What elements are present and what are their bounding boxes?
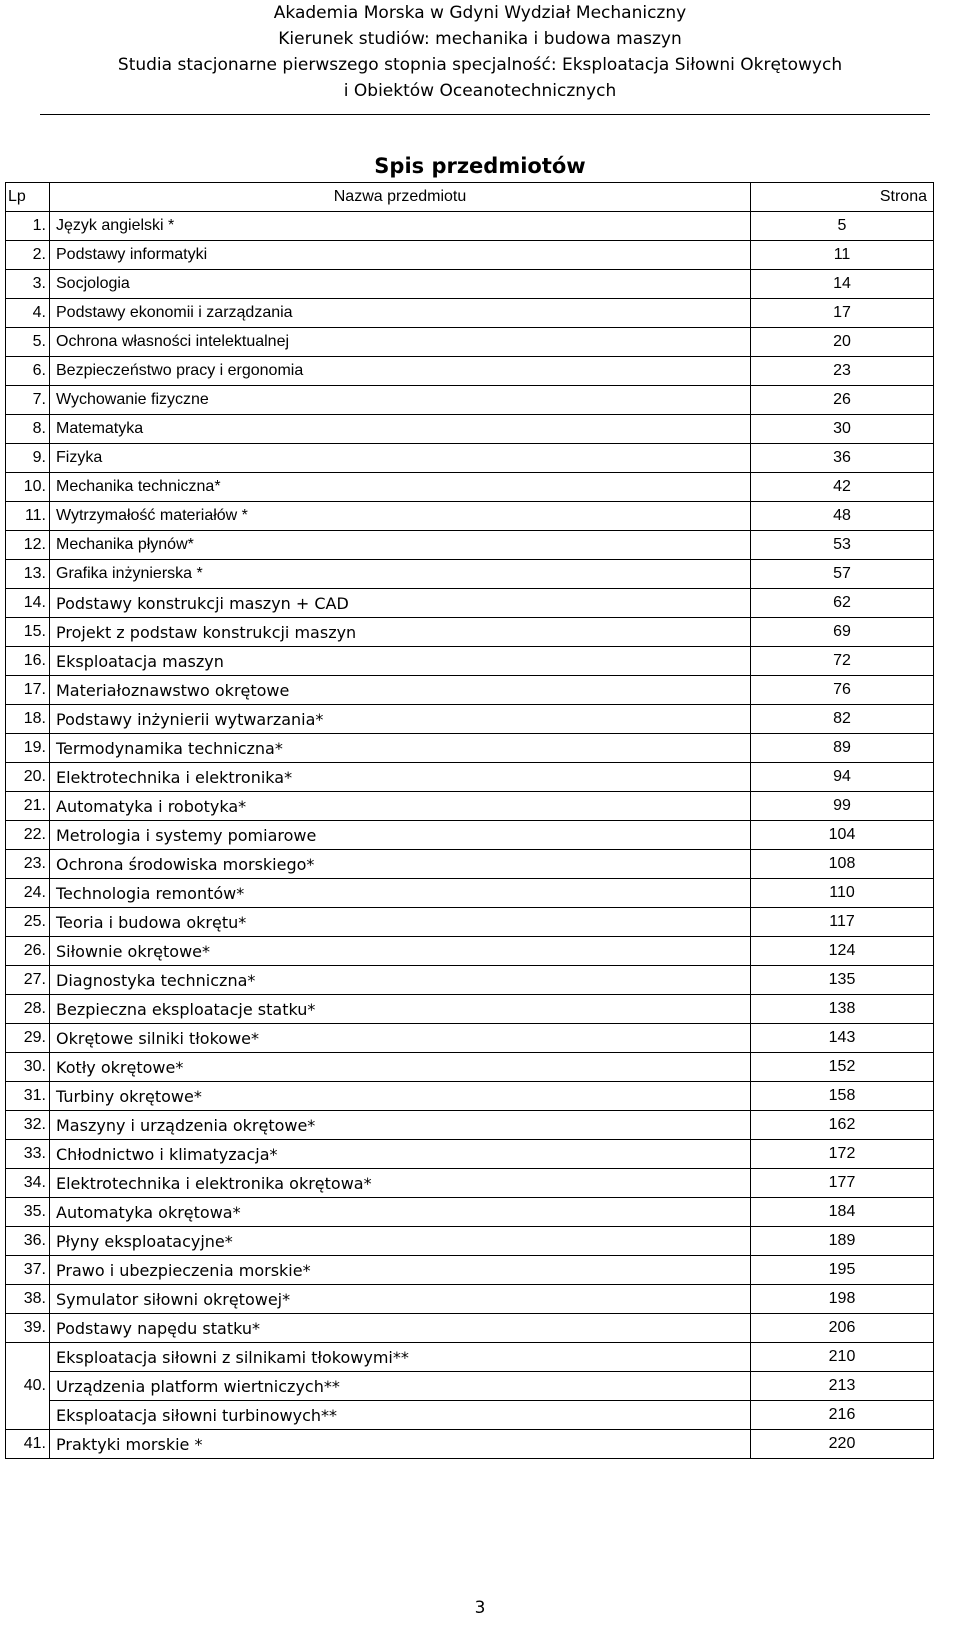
- page-ref: 30: [751, 415, 934, 444]
- column-header-lp: Lp: [6, 183, 50, 212]
- row-number: 34.: [6, 1169, 50, 1198]
- table-row: [6, 560, 934, 589]
- toc-title: Spis przedmiotów: [374, 154, 586, 178]
- subject-name: Bezpieczna eksploatacje statku*: [50, 995, 751, 1024]
- page-ref: 82: [751, 705, 934, 734]
- page-ref: 104: [751, 821, 934, 850]
- row-number: 14.: [6, 589, 50, 618]
- table-row: [6, 1024, 934, 1053]
- row-number: 35.: [6, 1198, 50, 1227]
- page-ref: 57: [751, 560, 934, 589]
- subject-name: Maszyny i urządzenia okrętowe*: [50, 1111, 751, 1140]
- subject-name: Elektrotechnika i elektronika okrętowa*: [50, 1169, 751, 1198]
- table-row: [6, 1169, 934, 1198]
- column-header-name: Nazwa przedmiotu: [50, 183, 751, 212]
- row-number: 37.: [6, 1256, 50, 1285]
- table-row: [6, 763, 934, 792]
- table-row: [6, 415, 934, 444]
- table-row: [6, 1227, 934, 1256]
- subject-name: Matematyka: [50, 415, 751, 444]
- table-row: [6, 1053, 934, 1082]
- row-number: 22.: [6, 821, 50, 850]
- table-row: [6, 473, 934, 502]
- page-number: 3: [474, 1598, 486, 1618]
- subject-name: Mechanika płynów*: [50, 531, 751, 560]
- subject-name: Ochrona własności intelektualnej: [50, 328, 751, 357]
- header-line-2: Kierunek studiów: mechanika i budowa maszyn: [278, 29, 682, 49]
- page-ref: 14: [751, 270, 934, 299]
- subject-name: Język angielski *: [50, 212, 751, 241]
- page-ref: 189: [751, 1227, 934, 1256]
- page-ref: 152: [751, 1053, 934, 1082]
- table-row: [6, 1430, 934, 1459]
- subject-name: Wytrzymałość materiałów *: [50, 502, 751, 531]
- page-ref: 198: [751, 1285, 934, 1314]
- table-row: [6, 1140, 934, 1169]
- page-ref: 124: [751, 937, 934, 966]
- table-row: [6, 850, 934, 879]
- table-row: [6, 966, 934, 995]
- row-number: 20.: [6, 763, 50, 792]
- table-row: [6, 589, 934, 618]
- row-number: 40.: [6, 1343, 50, 1430]
- row-number: 39.: [6, 1314, 50, 1343]
- subject-name: Socjologia: [50, 270, 751, 299]
- row-number: 32.: [6, 1111, 50, 1140]
- page-ref: 206: [751, 1314, 934, 1343]
- table-row: [6, 1314, 934, 1343]
- table-row: [6, 270, 934, 299]
- table-row: [6, 531, 934, 560]
- subject-name: Fizyka: [50, 444, 751, 473]
- subject-name: Kotły okrętowe*: [50, 1053, 751, 1082]
- row-number: 7.: [6, 386, 50, 415]
- table-row: [6, 299, 934, 328]
- page-ref: 62: [751, 589, 934, 618]
- header-divider: [40, 114, 930, 115]
- page-ref: 36: [751, 444, 934, 473]
- page-ref: 158: [751, 1082, 934, 1111]
- page-ref: 26: [751, 386, 934, 415]
- page-ref: 210: [751, 1343, 934, 1372]
- subject-name: Technologia remontów*: [50, 879, 751, 908]
- table-row: [6, 212, 934, 241]
- table-row: [6, 1111, 934, 1140]
- table-row: [6, 386, 934, 415]
- subject-name: Teoria i budowa okrętu*: [50, 908, 751, 937]
- table-row: [6, 676, 934, 705]
- subject-name: Praktyki morskie *: [50, 1430, 751, 1459]
- table-row: [6, 618, 934, 647]
- page-ref: 76: [751, 676, 934, 705]
- table-row: [6, 908, 934, 937]
- row-number: 33.: [6, 1140, 50, 1169]
- table-row: [6, 1401, 934, 1430]
- table-row: [6, 792, 934, 821]
- subject-name: Automatyka okrętowa*: [50, 1198, 751, 1227]
- subject-name: Podstawy informatyki: [50, 241, 751, 270]
- subject-name: Grafika inżynierska *: [50, 560, 751, 589]
- table-row: [6, 241, 934, 270]
- row-number: 30.: [6, 1053, 50, 1082]
- row-number: 38.: [6, 1285, 50, 1314]
- row-number: 1.: [6, 212, 50, 241]
- row-number: 13.: [6, 560, 50, 589]
- subject-name: Podstawy napędu statku*: [50, 1314, 751, 1343]
- page-ref: 195: [751, 1256, 934, 1285]
- subject-name: Płyny eksploatacyjne*: [50, 1227, 751, 1256]
- table-row: [6, 444, 934, 473]
- table-row: [6, 1343, 934, 1372]
- subject-name: Turbiny okrętowe*: [50, 1082, 751, 1111]
- row-number: 2.: [6, 241, 50, 270]
- subject-name: Materiałoznawstwo okrętowe: [50, 676, 751, 705]
- page-ref: 117: [751, 908, 934, 937]
- subject-name: Ochrona środowiska morskiego*: [50, 850, 751, 879]
- subject-name: Elektrotechnika i elektronika*: [50, 763, 751, 792]
- subject-name: Diagnostyka techniczna*: [50, 966, 751, 995]
- row-number: 9.: [6, 444, 50, 473]
- subject-name: Bezpieczeństwo pracy i ergonomia: [50, 357, 751, 386]
- subject-name: Eksploatacja siłowni z silnikami tłokowymi**: [50, 1343, 751, 1372]
- row-number: 41.: [6, 1430, 50, 1459]
- row-number: 26.: [6, 937, 50, 966]
- header-line-4: i Obiektów Oceanotechnicznych: [343, 81, 617, 101]
- row-number: 6.: [6, 357, 50, 386]
- subject-name: Termodynamika techniczna*: [50, 734, 751, 763]
- subject-name: Prawo i ubezpieczenia morskie*: [50, 1256, 751, 1285]
- row-number: 31.: [6, 1082, 50, 1111]
- subject-name: Eksploatacja maszyn: [50, 647, 751, 676]
- page-ref: 143: [751, 1024, 934, 1053]
- subject-name: Symulator siłowni okrętowej*: [50, 1285, 751, 1314]
- row-number: 3.: [6, 270, 50, 299]
- subject-name: Urządzenia platform wiertniczych**: [50, 1372, 751, 1401]
- row-number: 23.: [6, 850, 50, 879]
- header-line-1: Akademia Morska w Gdyni Wydział Mechaniczny: [273, 3, 687, 23]
- page-ref: 17: [751, 299, 934, 328]
- page-ref: 42: [751, 473, 934, 502]
- page-ref: 184: [751, 1198, 934, 1227]
- subject-name: Automatyka i robotyka*: [50, 792, 751, 821]
- column-header-page: Strona: [751, 183, 934, 212]
- subject-name: Podstawy konstrukcji maszyn + CAD: [50, 589, 751, 618]
- page-ref: 216: [751, 1401, 934, 1430]
- row-number: 5.: [6, 328, 50, 357]
- table-row: [6, 995, 934, 1024]
- row-number: 28.: [6, 995, 50, 1024]
- page-ref: 23: [751, 357, 934, 386]
- table-row: [6, 647, 934, 676]
- row-number: 15.: [6, 618, 50, 647]
- header-line-3: Studia stacjonarne pierwszego stopnia specjalność: Eksploatacja Siłowni Okrętowych: [117, 55, 843, 75]
- page-ref: 94: [751, 763, 934, 792]
- table-row: [6, 734, 934, 763]
- subject-name: Siłownie okrętowe*: [50, 937, 751, 966]
- row-number: 29.: [6, 1024, 50, 1053]
- page-ref: 89: [751, 734, 934, 763]
- page-ref: 20: [751, 328, 934, 357]
- table-row: [6, 1082, 934, 1111]
- subject-name: Okrętowe silniki tłokowe*: [50, 1024, 751, 1053]
- table-row: [6, 328, 934, 357]
- row-number: 27.: [6, 966, 50, 995]
- page-ref: 48: [751, 502, 934, 531]
- row-number: 11.: [6, 502, 50, 531]
- page-ref: 108: [751, 850, 934, 879]
- table-row: [6, 1285, 934, 1314]
- subject-name: Wychowanie fizyczne: [50, 386, 751, 415]
- page-ref: 138: [751, 995, 934, 1024]
- row-number: 19.: [6, 734, 50, 763]
- row-number: 24.: [6, 879, 50, 908]
- row-number: 16.: [6, 647, 50, 676]
- subject-name: Chłodnictwo i klimatyzacja*: [50, 1140, 751, 1169]
- subject-name: Podstawy inżynierii wytwarzania*: [50, 705, 751, 734]
- row-number: 18.: [6, 705, 50, 734]
- page-ref: 110: [751, 879, 934, 908]
- row-number: 12.: [6, 531, 50, 560]
- row-number: 21.: [6, 792, 50, 821]
- row-number: 25.: [6, 908, 50, 937]
- table-row: [6, 1198, 934, 1227]
- table-row: [6, 821, 934, 850]
- table-row: [6, 937, 934, 966]
- page-ref: 172: [751, 1140, 934, 1169]
- row-number: 10.: [6, 473, 50, 502]
- page-ref: 69: [751, 618, 934, 647]
- page-ref: 162: [751, 1111, 934, 1140]
- page-ref: 72: [751, 647, 934, 676]
- table-row: [6, 357, 934, 386]
- page-ref: 11: [751, 241, 934, 270]
- page-ref: 177: [751, 1169, 934, 1198]
- page-ref: 213: [751, 1372, 934, 1401]
- row-number: 36.: [6, 1227, 50, 1256]
- page-ref: 220: [751, 1430, 934, 1459]
- row-number: 8.: [6, 415, 50, 444]
- table-row: [6, 879, 934, 908]
- subject-name: Mechanika techniczna*: [50, 473, 751, 502]
- table-row: [6, 1372, 934, 1401]
- subject-name: Metrologia i systemy pomiarowe: [50, 821, 751, 850]
- subject-name: Eksploatacja siłowni turbinowych**: [50, 1401, 751, 1430]
- document-header: [0, 0, 960, 104]
- table-row: [6, 502, 934, 531]
- toc-table: [5, 182, 934, 1459]
- page-ref: 53: [751, 531, 934, 560]
- page-ref: 135: [751, 966, 934, 995]
- subject-name: Podstawy ekonomii i zarządzania: [50, 299, 751, 328]
- row-number: 4.: [6, 299, 50, 328]
- table-row: [6, 1256, 934, 1285]
- page-ref: 99: [751, 792, 934, 821]
- table-row: [6, 705, 934, 734]
- row-number: 17.: [6, 676, 50, 705]
- subject-name: Projekt z podstaw konstrukcji maszyn: [50, 618, 751, 647]
- toc-header-row: [6, 183, 934, 212]
- page-ref: 5: [751, 212, 934, 241]
